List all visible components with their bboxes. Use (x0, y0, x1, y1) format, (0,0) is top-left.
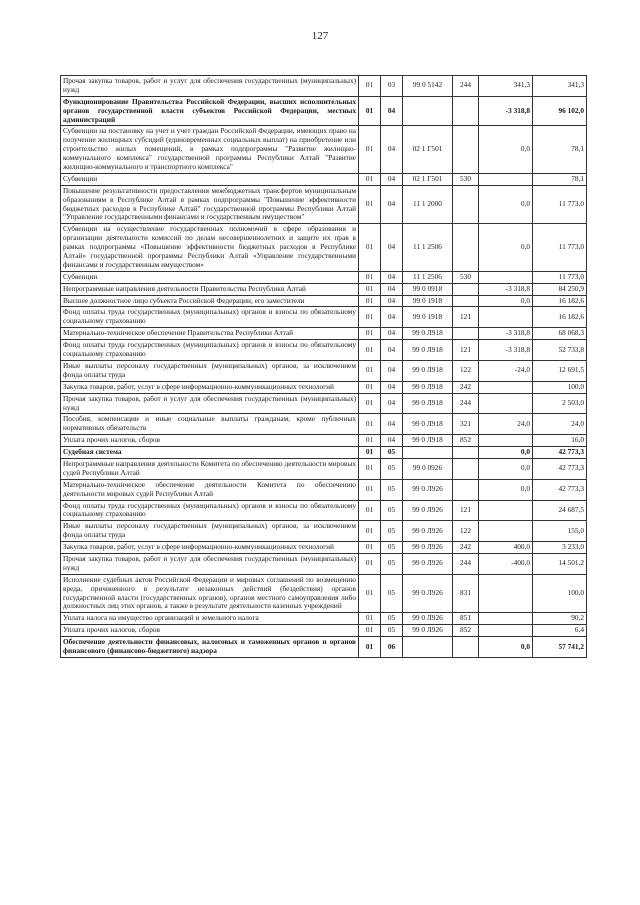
budget-table-body (61, 76, 587, 658)
total-amount: 16,0 (533, 435, 587, 447)
subsection-code: 05 (381, 553, 403, 574)
subsection-code: 04 (381, 307, 403, 328)
change-amount: 400,0 (479, 542, 533, 554)
target-article-code: 99 0 Л926 (403, 500, 453, 521)
subsection-code: 05 (381, 574, 403, 613)
change-amount (479, 381, 533, 393)
expense-type-code: 530 (453, 271, 479, 283)
line-item-name: Уплата налога на имущество организаций и земельного налога (61, 613, 359, 625)
section-row (61, 447, 587, 459)
table-row (61, 185, 587, 224)
section-code: 01 (359, 328, 381, 340)
line-item-name: Обеспечение деятельности финансовых, налоговых и таможенных органов и органов финансового (финансово-бюджетного) надзора (61, 637, 359, 658)
total-amount: 11 773,0 (533, 224, 587, 271)
change-amount: -400,0 (479, 553, 533, 574)
line-item-name: Прочая закупка товаров, работ и услуг для обеспечения государственных (муниципальных) нужд (61, 393, 359, 414)
change-amount: 0,0 (479, 224, 533, 271)
table-row (61, 76, 587, 97)
section-code: 01 (359, 283, 381, 295)
change-amount (479, 574, 533, 613)
total-amount: 42 773,3 (533, 479, 587, 500)
table-row (61, 625, 587, 637)
expense-type-code (453, 328, 479, 340)
total-amount: 57 741,2 (533, 637, 587, 658)
target-article-code: 99 0 Л926 (403, 625, 453, 637)
target-article-code: 99 0 Л918 (403, 381, 453, 393)
section-code: 01 (359, 553, 381, 574)
table-row (61, 500, 587, 521)
table-row (61, 283, 587, 295)
section-code: 01 (359, 96, 381, 126)
section-row (61, 96, 587, 126)
table-row (61, 126, 587, 173)
subsection-code: 05 (381, 479, 403, 500)
table-row (61, 328, 587, 340)
section-code: 01 (359, 340, 381, 361)
line-item-name: Уплата прочих налогов, сборов (61, 435, 359, 447)
section-code: 01 (359, 542, 381, 554)
subsection-code: 04 (381, 173, 403, 185)
expense-type-code (453, 458, 479, 479)
line-item-name: Уплата прочих налогов, сборов (61, 625, 359, 637)
target-article-code: 11 1 2000 (403, 185, 453, 224)
target-article-code (403, 96, 453, 126)
subsection-code: 04 (381, 435, 403, 447)
subsection-code: 04 (381, 224, 403, 271)
subsection-code: 05 (381, 625, 403, 637)
table-row (61, 381, 587, 393)
line-item-name: Фонд оплаты труда государственных (муниципальных) органов и взносы по обязательному социальному страхованию (61, 500, 359, 521)
table-row (61, 173, 587, 185)
target-article-code: 99 0 1918 (403, 307, 453, 328)
subsection-code: 06 (381, 637, 403, 658)
change-amount: 0,0 (479, 295, 533, 307)
change-amount: -3 318,8 (479, 340, 533, 361)
table-row (61, 340, 587, 361)
change-amount (479, 173, 533, 185)
expense-type-code (453, 224, 479, 271)
expense-type-code: 121 (453, 340, 479, 361)
expense-type-code: 121 (453, 307, 479, 328)
line-item-name: Судебная система (61, 447, 359, 459)
line-item-name: Субвенции (61, 173, 359, 185)
expense-type-code: 122 (453, 360, 479, 381)
target-article-code (403, 447, 453, 459)
total-amount: 341,3 (533, 76, 587, 97)
change-amount: 0,0 (479, 185, 533, 224)
section-code: 01 (359, 295, 381, 307)
change-amount (479, 271, 533, 283)
expense-type-code (453, 479, 479, 500)
expense-type-code: 244 (453, 76, 479, 97)
table-row (61, 435, 587, 447)
target-article-code: 99 0 Л918 (403, 435, 453, 447)
change-amount (479, 625, 533, 637)
subsection-code: 03 (381, 76, 403, 97)
line-item-name: Иные выплаты персоналу государственных (муниципальных) органов, за исключением фонда оплаты труда (61, 521, 359, 542)
total-amount: 12 691,5 (533, 360, 587, 381)
line-item-name: Повышение результативности предоставления межбюджетных трансфертов муниципальным образованиям в Республике Алтай в рамках подпрограммы "Повышение эффективности бюджетных расходов в Республике Алтай" государственной программы Республики Алтай "Управление государственными финансами и государственным имуществом" (61, 185, 359, 224)
expense-type-code: 121 (453, 500, 479, 521)
line-item-name: Функционирование Правительства Российской Федерации, высших исполнительных органов государственной власти субъектов Российской Федерации, местных администраций (61, 96, 359, 126)
change-amount: -3 318,8 (479, 96, 533, 126)
table-row (61, 224, 587, 271)
section-code: 01 (359, 185, 381, 224)
total-amount: 16 182,6 (533, 307, 587, 328)
target-article-code (403, 637, 453, 658)
expense-type-code: 852 (453, 435, 479, 447)
section-code: 01 (359, 76, 381, 97)
expense-type-code: 852 (453, 625, 479, 637)
line-item-name: Субвенции на постановку на учет и учет граждан Российской Федерации, имеющих право на получение жилищных субсидий (единовременных социальных выплат) на приобретение или строительство жилых помещений, в рамках подпрограммы "Развитие жилищно-коммунального комплекса" государственной программы Республики Алтай "Развитие жилищно-коммунального и транспортного комплекса" (61, 126, 359, 173)
change-amount: 0,0 (479, 126, 533, 173)
subsection-code: 04 (381, 126, 403, 173)
table-row (61, 574, 587, 613)
line-item-name: Прочая закупка товаров, работ и услуг для обеспечения государственных (муниципальных) нужд (61, 76, 359, 97)
line-item-name: Высшее должностное лицо субъекта Российской Федерации, его заместители (61, 295, 359, 307)
total-amount: 2 503,0 (533, 393, 587, 414)
expense-type-code: 321 (453, 414, 479, 435)
table-row (61, 360, 587, 381)
total-amount: 42 773,3 (533, 447, 587, 459)
subsection-code: 04 (381, 271, 403, 283)
target-article-code: 99 0 Л926 (403, 553, 453, 574)
target-article-code: 11 1 2506 (403, 224, 453, 271)
expense-type-code (453, 637, 479, 658)
total-amount: 68 068,3 (533, 328, 587, 340)
target-article-code: 99 0 Л918 (403, 393, 453, 414)
total-amount: 78,1 (533, 126, 587, 173)
total-amount: 11 773,0 (533, 185, 587, 224)
total-amount: 84 250,9 (533, 283, 587, 295)
line-item-name: Исполнение судебных актов Российской Федерации и мировых соглашений по возмещению вреда, причиненного в результате незаконных действий (бездействия) органов государственной власти (государственных органов), органов местного самоуправления либо должностных лиц этих органов, а также в результате деятельности казенных учреждений (61, 574, 359, 613)
total-amount: 24,0 (533, 414, 587, 435)
target-article-code: 99 0 Л926 (403, 521, 453, 542)
change-amount (479, 435, 533, 447)
expense-type-code (453, 447, 479, 459)
subsection-code: 04 (381, 295, 403, 307)
change-amount (479, 393, 533, 414)
subsection-code: 04 (381, 393, 403, 414)
page-number: 127 (311, 30, 329, 42)
target-article-code: 99 0 Л918 (403, 328, 453, 340)
section-code: 01 (359, 360, 381, 381)
line-item-name: Фонд оплаты труда государственных (муниципальных) органов и взносы по обязательному социальному страхованию (61, 307, 359, 328)
subsection-code: 05 (381, 521, 403, 542)
expense-type-code (453, 283, 479, 295)
target-article-code: 99 0 Л918 (403, 340, 453, 361)
subsection-code: 04 (381, 360, 403, 381)
line-item-name: Материально-техническое обеспечение деятельности Комитета по обеспечению деятельности мировых судей Республики Алтай (61, 479, 359, 500)
change-amount: 341,3 (479, 76, 533, 97)
section-code: 01 (359, 637, 381, 658)
subsection-code: 04 (381, 381, 403, 393)
section-code: 01 (359, 224, 381, 271)
section-row (61, 637, 587, 658)
expense-type-code: 122 (453, 521, 479, 542)
expense-type-code (453, 295, 479, 307)
change-amount (479, 307, 533, 328)
subsection-code: 05 (381, 542, 403, 554)
table-row (61, 521, 587, 542)
change-amount: -24,0 (479, 360, 533, 381)
total-amount: 3 233,0 (533, 542, 587, 554)
line-item-name: Прочая закупка товаров, работ и услуг для обеспечения государственных (муниципальных) нужд (61, 553, 359, 574)
expense-type-code: 530 (453, 173, 479, 185)
total-amount: 78,1 (533, 173, 587, 185)
change-amount: 0,0 (479, 637, 533, 658)
line-item-name: Непрограммные направления деятельности Правительства Республики Алтай (61, 283, 359, 295)
section-code: 01 (359, 458, 381, 479)
subsection-code: 04 (381, 414, 403, 435)
section-code: 01 (359, 613, 381, 625)
subsection-code: 05 (381, 447, 403, 459)
change-amount (479, 613, 533, 625)
target-article-code: 99 0 Л918 (403, 360, 453, 381)
expense-type-code (453, 126, 479, 173)
section-code: 01 (359, 414, 381, 435)
target-article-code: 99 0 Л926 (403, 542, 453, 554)
table-row (61, 542, 587, 554)
table-row (61, 613, 587, 625)
expense-type-code (453, 96, 479, 126)
subsection-code: 04 (381, 185, 403, 224)
line-item-name: Субвенции на осуществление государственных полномочий в сфере образования и организации деятельности комиссий по делам несовершеннолетних и защите их прав в рамках подпрограммы «Повышение эффективности бюджетных расходов в Республике Алтай» государственной программы Республики Алтай «Управление государственными финансами и государственным имуществом» (61, 224, 359, 271)
total-amount: 100,0 (533, 574, 587, 613)
change-amount: 0,0 (479, 479, 533, 500)
total-amount: 52 733,8 (533, 340, 587, 361)
table-row (61, 307, 587, 328)
total-amount: 16 182,6 (533, 295, 587, 307)
change-amount: -3 318,8 (479, 283, 533, 295)
subsection-code: 04 (381, 96, 403, 126)
subsection-code: 04 (381, 328, 403, 340)
change-amount (479, 500, 533, 521)
expense-type-code: 242 (453, 381, 479, 393)
line-item-name: Закупка товаров, работ, услуг в сфере информационно-коммуникационных технологий (61, 542, 359, 554)
section-code: 01 (359, 307, 381, 328)
subsection-code: 04 (381, 340, 403, 361)
table-row (61, 393, 587, 414)
section-code: 01 (359, 126, 381, 173)
subsection-code: 05 (381, 458, 403, 479)
section-code: 01 (359, 479, 381, 500)
total-amount: 155,0 (533, 521, 587, 542)
subsection-code: 04 (381, 283, 403, 295)
total-amount: 42 773,3 (533, 458, 587, 479)
total-amount: 100,0 (533, 381, 587, 393)
expense-type-code (453, 185, 479, 224)
subsection-code: 05 (381, 613, 403, 625)
table-row (61, 414, 587, 435)
section-code: 01 (359, 447, 381, 459)
target-article-code: 02 1 Г501 (403, 173, 453, 185)
target-article-code: 99 0 Л926 (403, 479, 453, 500)
section-code: 01 (359, 574, 381, 613)
line-item-name: Иные выплаты персоналу государственных (муниципальных) органов, за исключением фонда оплаты труда (61, 360, 359, 381)
table-row (61, 479, 587, 500)
target-article-code: 99 0 5142 (403, 76, 453, 97)
target-article-code: 99 0 Л918 (403, 414, 453, 435)
line-item-name: Закупка товаров, работ, услуг в сфере информационно-коммуникационных технологий (61, 381, 359, 393)
change-amount: -3 318,8 (479, 328, 533, 340)
total-amount: 11 773,0 (533, 271, 587, 283)
target-article-code: 11 1 2506 (403, 271, 453, 283)
target-article-code: 99 0 1918 (403, 295, 453, 307)
target-article-code: 99 0 0926 (403, 458, 453, 479)
section-code: 01 (359, 381, 381, 393)
section-code: 01 (359, 521, 381, 542)
table-row (61, 271, 587, 283)
line-item-name: Пособия, компенсации и иные социальные выплаты гражданам, кроме публичных нормативных обязательств (61, 414, 359, 435)
change-amount (479, 521, 533, 542)
target-article-code: 99 0 Л926 (403, 574, 453, 613)
section-code: 01 (359, 625, 381, 637)
section-code: 01 (359, 500, 381, 521)
change-amount: 0,0 (479, 447, 533, 459)
target-article-code: 99 0 0918 (403, 283, 453, 295)
total-amount: 96 102,0 (533, 96, 587, 126)
line-item-name: Материально-техническое обеспечение Правительства Республики Алтай (61, 328, 359, 340)
expense-type-code: 242 (453, 542, 479, 554)
section-code: 01 (359, 271, 381, 283)
total-amount: 6,4 (533, 625, 587, 637)
expense-type-code: 831 (453, 574, 479, 613)
section-code: 01 (359, 435, 381, 447)
target-article-code: 02 1 Г501 (403, 126, 453, 173)
expense-type-code: 851 (453, 613, 479, 625)
expense-type-code: 244 (453, 393, 479, 414)
total-amount: 24 687,5 (533, 500, 587, 521)
line-item-name: Фонд оплаты труда государственных (муниципальных) органов и взносы по обязательному социальному страхованию (61, 340, 359, 361)
line-item-name: Субвенции (61, 271, 359, 283)
target-article-code: 99 0 Л926 (403, 613, 453, 625)
line-item-name: Непрограммные направления деятельности Комитета по обеспечению деятельности мировых судей Республики Алтай (61, 458, 359, 479)
subsection-code: 05 (381, 500, 403, 521)
table-row (61, 295, 587, 307)
total-amount: 14 501,2 (533, 553, 587, 574)
section-code: 01 (359, 173, 381, 185)
table-row (61, 553, 587, 574)
section-code: 01 (359, 393, 381, 414)
table-row (61, 458, 587, 479)
expense-type-code: 244 (453, 553, 479, 574)
change-amount: 24,0 (479, 414, 533, 435)
change-amount: 0,0 (479, 458, 533, 479)
total-amount: 90,2 (533, 613, 587, 625)
budget-table (60, 75, 587, 658)
